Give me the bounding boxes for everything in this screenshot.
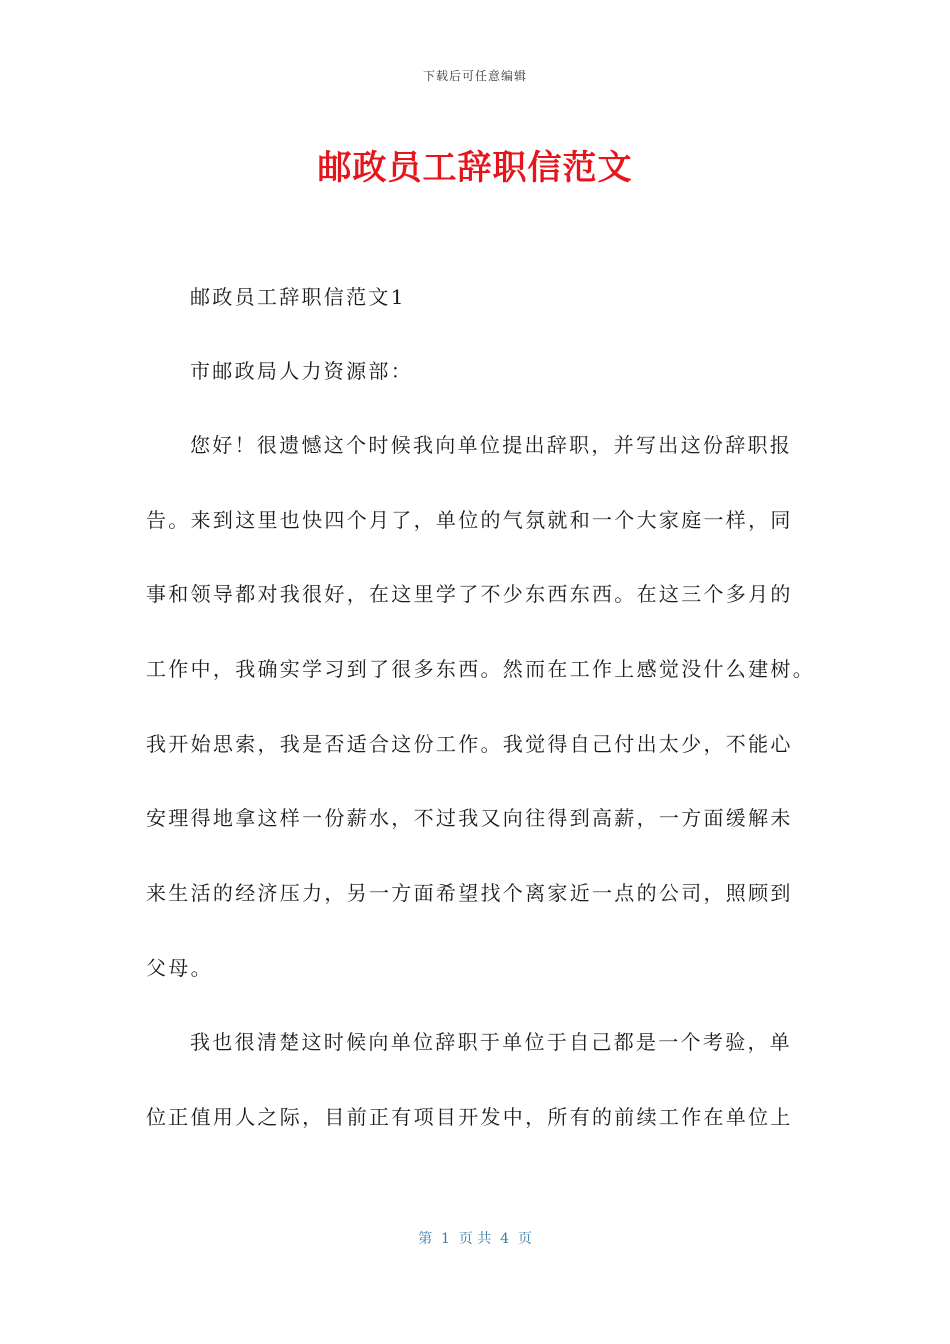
paragraph-line: 告。来到这里也快四个月了，单位的气氛就和一个大家庭一样，同 [146, 508, 793, 532]
document-title: 邮政员工辞职信范文 [317, 148, 633, 188]
paragraph-line: 来生活的经济压力，另一方面希望找个离家近一点的公司，照顾到 [146, 881, 793, 905]
paragraph-line: 安理得地拿这样一份薪水，不过我又向往得到高薪，一方面缓解未 [146, 806, 793, 830]
paragraph-line: 位正值用人之际，目前正有项目开发中，所有的前续工作在单位上 [146, 1105, 793, 1129]
paragraph-line: 我也很清楚这时候向单位辞职于单位于自己都是一个考验，单 [190, 1030, 793, 1054]
page-number: 第 1 页 共 4 页 [418, 1231, 532, 1247]
paragraph-line: 事和领导都对我很好，在这里学了不少东西东西。在这三个多月的 [146, 582, 793, 606]
salutation: 市邮政局人力资源部： [190, 359, 413, 383]
paragraph-line: 我开始思索，我是否适合这份工作。我觉得自己付出太少，不能心 [146, 732, 793, 756]
section-heading: 邮政员工辞职信范文1 [190, 285, 406, 309]
paragraph-line: 您好！很遗憾这个时候我向单位提出辞职，并写出这份辞职报 [190, 433, 793, 457]
paragraph-line: 父母。 [146, 956, 213, 980]
paragraph-line: 工作中，我确实学习到了很多东西。然而在工作上感觉没什么建树。 [146, 657, 815, 681]
header-note: 下载后可任意编辑 [422, 69, 527, 83]
